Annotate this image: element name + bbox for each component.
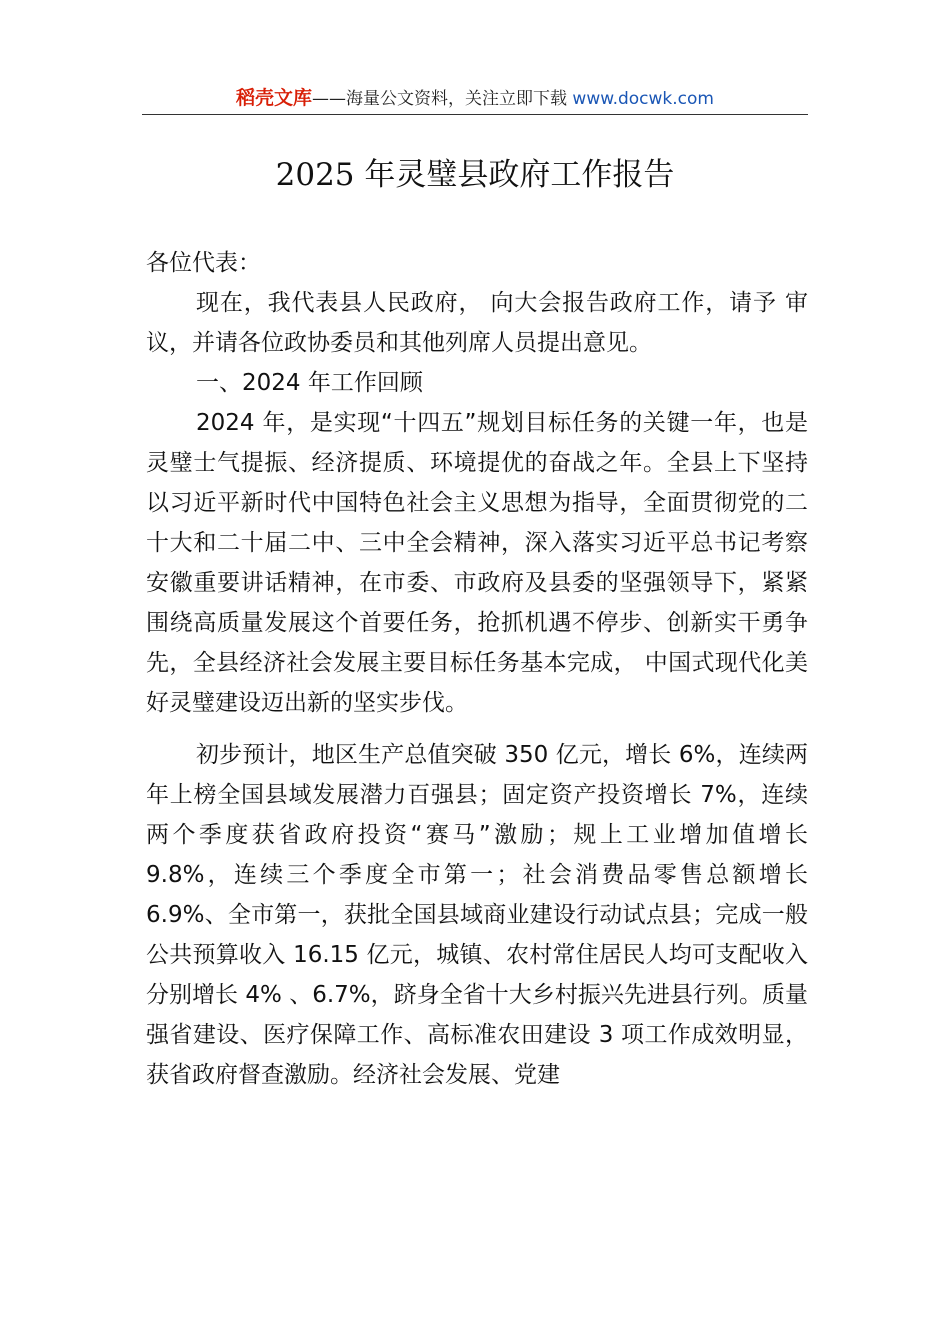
- page-header: [142, 84, 808, 114]
- document-body: [146, 243, 808, 1095]
- salutation: 各位代表：: [146, 250, 261, 276]
- brand-name: 稻壳文库: [236, 87, 313, 109]
- site-link[interactable]: www.docwk.com: [572, 89, 714, 109]
- paragraph-statistics: 初步预计，地区生产总值突破 350 亿元，增长 6%，连续两年上榜全国县域发展潜力百强县；固定资产投资增长 7%，连续两个季度获省政府投资“赛马”激励；规上工业增加值增长 9.8%，连续三个季度全市第一；社会消费品零售总额增长 6.9%、全市第一，获批全国县域商业建设行动试点县；完成一般公共预算收入 16.15 亿元，城镇、农村常住居民人均可支配收入分别增长 4% 、6.7%，跻身全省十大乡村振兴先进县行列。质量强省建设、医疗保障工作、高标准农田建设 3 项工作成效明显，获省政府督查激励。经济社会发展、党建: [146, 742, 808, 1088]
- header-slogan: ——海量公文资料，关注立即下载: [312, 89, 568, 109]
- header-divider: [142, 114, 808, 115]
- section-heading: 一、2024 年工作回顾: [196, 370, 423, 396]
- paragraph-intro: 现在，我代表县人民政府， 向大会报告政府工作，请予 审议，并请各位政协委员和其他列席人员提出意见。: [146, 290, 808, 356]
- document-title: 2025 年灵璧县政府工作报告: [275, 157, 675, 193]
- paragraph-overview: 2024 年，是实现“十四五”规划目标任务的关键一年，也是灵璧士气提振、经济提质、环境提优的奋战之年。全县上下坚持以习近平新时代中国特色社会主义思想为指导，全面贯彻党的二十大和二十届二中、三中全会精神，深入落实习近平总书记考察安徽重要讲话精神，在市委、市政府及县委的坚强领导下，紧紧围绕高质量发展这个首要任务，抢抓机遇不停步、创新实干勇争先，全县经济社会发展主要目标任务基本完成， 中国式现代化美好灵璧建设迈出新的坚实步伐。: [146, 410, 808, 716]
